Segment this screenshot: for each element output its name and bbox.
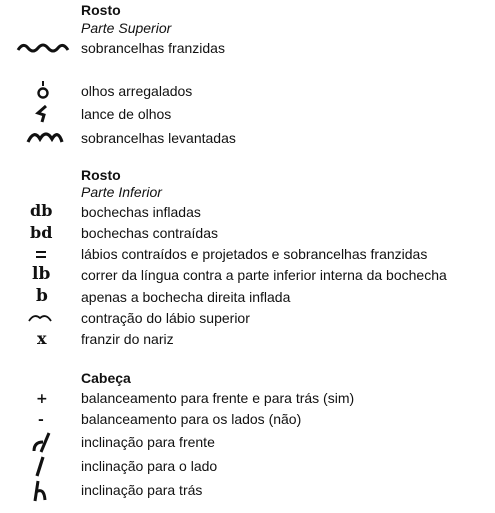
section-subtitle-lower: Parte Inferior: [81, 184, 162, 200]
item-label-right-cheek: apenas a bochecha direita inflada: [81, 289, 291, 305]
item-label-puffed-cheeks: bochechas infladas: [81, 204, 201, 220]
item-label-tilt-side: inclinação para o lado: [81, 458, 218, 474]
item-label-tilt-back: inclinação para trás: [81, 482, 203, 498]
sucked-cheeks-icon: bd: [30, 223, 53, 242]
pursed-lips-icon: [36, 250, 46, 260]
item-label-tilt-forward: inclinação para frente: [81, 434, 215, 450]
wide-eyes-icon: [36, 80, 50, 100]
tongue-cheek-icon: lb: [32, 264, 51, 284]
item-label-nod: balanceamento para frente e para trás (sim): [81, 390, 355, 406]
item-label-pursed-lips: lábios contraídos e projetados e sobrancelhas franzidas: [81, 246, 428, 262]
item-label-wide-eyes: olhos arregalados: [81, 83, 193, 99]
section-subtitle-upper: Parte Superior: [81, 20, 172, 36]
item-label-sucked-cheeks: bochechas contraídas: [81, 225, 218, 241]
item-label-tongue-cheek: correr da língua contra a parte inferior interna da bochecha: [81, 267, 447, 283]
item-label-furrowed-brows: sobrancelhas franzidas: [81, 40, 225, 56]
tilt-forward-icon: [30, 431, 52, 455]
nose-wrinkle-icon: x: [37, 329, 47, 348]
tilt-side-icon: [32, 455, 48, 479]
glance-icon: [33, 103, 51, 123]
raised-brows-icon: [26, 129, 64, 145]
item-label-glance: lance de olhos: [81, 106, 172, 122]
section-title-face-lower: Rosto: [81, 167, 121, 183]
puffed-cheeks-icon: db: [30, 201, 53, 220]
item-label-shake: balanceamento para os lados (não): [81, 411, 302, 427]
tilt-back-icon: [30, 479, 52, 503]
nod-icon: +: [36, 391, 48, 407]
section-title-face-upper: Rosto: [81, 2, 121, 18]
section-title-head: Cabeça: [81, 370, 131, 386]
right-cheek-icon: b: [36, 286, 48, 306]
upper-lip-icon: [28, 312, 52, 324]
furrowed-brows-icon: [16, 38, 70, 56]
shake-icon: -: [38, 412, 44, 428]
item-label-raised-brows: sobrancelhas levantadas: [81, 130, 236, 146]
item-label-upper-lip: contração do lábio superior: [81, 310, 250, 326]
item-label-nose-wrinkle: franzir do nariz: [81, 331, 174, 347]
